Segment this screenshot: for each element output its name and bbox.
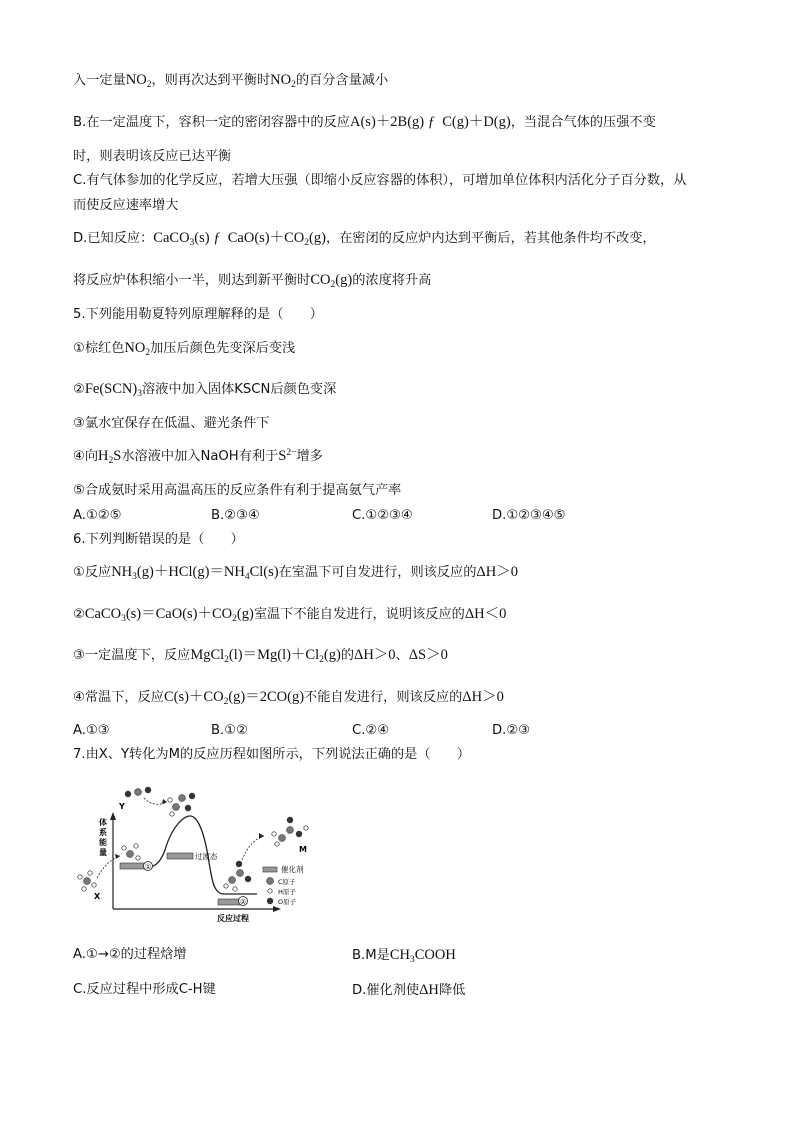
y-molecule-o1 <box>125 791 131 797</box>
q5-item-1: ①棕红色$NO_2$加压后颜色先变深后变浅 <box>73 340 296 358</box>
q5-option-a[interactable]: A.①②⑤ <box>73 508 122 523</box>
q4-option-b-line1: B.在一定温度下，容积一定的密闭容器中的反应A(s)＋2B(g) ƒ C(g)＋D(g)，当混合气体的压强不变 <box>73 114 656 130</box>
q5-option-c[interactable]: C.①②③④ <box>352 508 413 523</box>
q5-item-2: $②Fe(SCN)_3$溶液中加入固体KSCN后颜色变深 <box>73 381 337 399</box>
x-label: X <box>94 892 101 901</box>
y-label: Y <box>119 802 125 811</box>
q6-option-b[interactable]: B.①② <box>211 723 248 738</box>
x-axis-label: 反应过程 <box>217 914 249 923</box>
q7-option-c[interactable]: C.反应过程中形成C-H键 <box>73 982 216 997</box>
legend-o-swatch <box>267 898 273 904</box>
m-label: M <box>299 845 307 854</box>
legend-c: C原子 <box>278 878 296 886</box>
catalyst-pad-transition <box>167 853 193 859</box>
q6-item-2: $②CaCO_3(s)=CaO(s)+CO_2(g)$室温下不能自发进行，说明该反应的ΔH＜0 <box>73 606 507 624</box>
q4-option-c-line1: C.有气体参加的化学反应，若增大压强（即缩小反应容器的体积），可增加单位体积内活化分子百分数，从 <box>73 173 687 188</box>
q6-option-d[interactable]: D.②③ <box>492 723 530 738</box>
q7-option-d[interactable]: D.催化剂使ΔH降低 <box>352 982 466 998</box>
legend-h-swatch <box>268 889 272 893</box>
x-arrow <box>97 856 120 878</box>
legend-h: H原子 <box>278 888 296 896</box>
q5-option-b[interactable]: B.②③④ <box>211 508 260 523</box>
q4-option-c-line2: 而使反应速率增大 <box>73 198 179 213</box>
q4-option-d-line2: 将反应炉体积缩小一半，则达到新平衡时$CO_2(g)$的浓度将升高 <box>73 272 432 290</box>
y-molecule-c <box>135 789 142 796</box>
reaction-energy-diagram <box>72 778 332 924</box>
q5-item-5: ⑤合成氨时采用高温高压的反应条件有利于提高氨气产率 <box>73 483 402 498</box>
x-axis-arrow <box>273 906 281 912</box>
y-axis-arrow <box>110 812 116 820</box>
q5-item-3: ③氯水宜保存在低温、避光条件下 <box>73 416 270 431</box>
m-arrow <box>242 836 264 860</box>
q4-option-b-line2: 时，则表明该反应已达平衡 <box>73 149 232 164</box>
q6-stem: 6.下列判断错误的是（ ） <box>73 532 244 547</box>
state-2-label: ② <box>240 898 247 906</box>
q6-option-c[interactable]: C.②④ <box>352 723 390 738</box>
q5-stem: 5.下列能用勒夏特列原理解释的是（ ） <box>73 307 323 322</box>
y-axis-label-2: 系 <box>99 828 107 837</box>
q6-item-4: ④常温下，反应$C(s)+CO_2(g)=2CO(g)$不能自发进行，则该反应的ΔH＞0 <box>73 689 504 707</box>
y-axis-label-3: 能 <box>99 838 107 847</box>
y-axis-label-1: 体 <box>99 818 107 827</box>
q5-option-d[interactable]: D.①②③④⑤ <box>492 508 566 523</box>
q5-item-4: ④向$H_2S$水溶液中加入NaOH有利于$S^{2-}$增多 <box>73 448 323 466</box>
q7-option-b[interactable]: B.M是$CH_3COOH$ <box>352 947 456 965</box>
q6-item-3: ③一定温度下，反应$MgCl_2(l)=Mg(l)+Cl_2(g)$的ΔH＞0、ΔS＞0 <box>73 647 448 665</box>
q6-item-1: ①反应$NH_3(g)+HCl(g)=NH_4Cl(s)$在室温下可自发进行，则该反应的ΔH＞0 <box>73 564 518 582</box>
legend-catalyst: 催化剂 <box>281 865 304 874</box>
legend-catalyst-swatch <box>263 867 277 872</box>
y-molecule-o2 <box>145 787 151 793</box>
q6-option-a[interactable]: A.①③ <box>73 723 110 738</box>
transition-label: 过渡态 <box>195 852 218 861</box>
state-1-label: ① <box>145 863 152 871</box>
q4-option-a-continuation: 入一定量$NO_2$，则再次达到平衡时$NO_2$的百分含量减小 <box>73 72 389 90</box>
q7-option-a[interactable]: A.①→②的过程焓增 <box>73 947 187 962</box>
q4-option-d-line1: D.已知反应：CaCO$_3$(s) ƒ $CaO(s)+CO_2(g)$，在密闭的反应炉内达到平衡后，若其他条件均不改变， <box>73 230 656 248</box>
q7-stem: 7.由X、Y转化为M的反应历程如图所示，下列说法正确的是（ ） <box>73 747 471 762</box>
legend-c-swatch <box>267 878 274 885</box>
y-axis-label-4: 量 <box>99 848 107 857</box>
legend-o: O原子 <box>278 898 297 906</box>
